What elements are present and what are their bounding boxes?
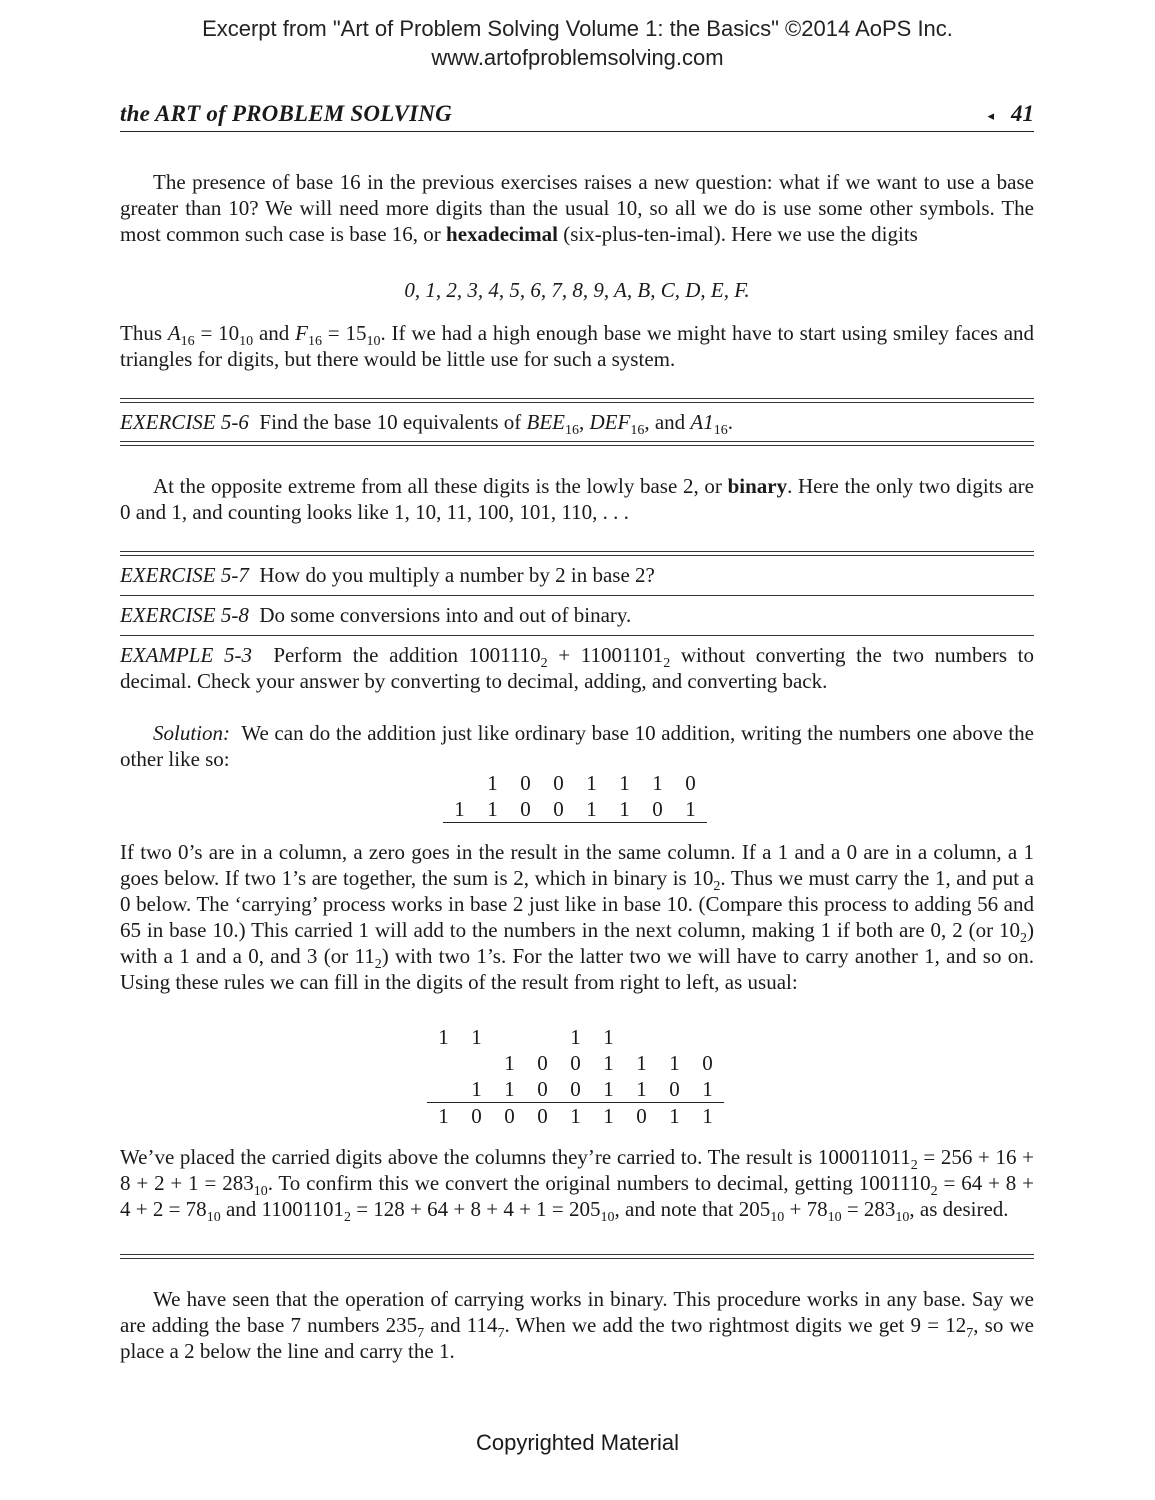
text: = 283 [841, 1197, 896, 1221]
digit: 0 [553, 797, 564, 821]
subscript: 16 [630, 423, 645, 438]
subscript: 2 [1020, 931, 1027, 946]
subscript: 16 [180, 334, 195, 349]
rule [120, 595, 1034, 596]
rule [120, 402, 1034, 403]
subscript: 2 [713, 879, 721, 894]
digit: 1 [636, 1051, 647, 1075]
digit: 0 [570, 1051, 581, 1075]
digit [427, 1076, 460, 1103]
digit: 0 [537, 1051, 548, 1075]
solution-intro [120, 720, 1034, 772]
page-number: 41 [1011, 101, 1034, 126]
rule [120, 551, 1034, 552]
text: We have seen that the operation of carrying works in binary. This procedure works in any base. Say we are adding the base 7 numbers 235 [120, 1287, 1034, 1337]
rule [120, 445, 1034, 446]
paragraph-carrying [120, 839, 1034, 995]
book-title: the ART of PROBLEM SOLVING [120, 101, 452, 126]
text: , and note that 205 [614, 1197, 771, 1221]
digit: 1 [619, 771, 630, 795]
rule [120, 398, 1034, 399]
digit: 0 [685, 771, 696, 795]
rule [120, 1254, 1034, 1255]
text: Do some conversions into and out of binary. [259, 603, 632, 627]
text: At the opposite extreme from all these digits is the lowly base 2, or [153, 474, 728, 498]
term-binary: binary [727, 474, 788, 498]
text: How do you multiply a number by 2 in base 2? [259, 563, 655, 587]
addend-row [427, 1076, 724, 1103]
digit: 0 [702, 1051, 713, 1075]
digit: 1 [702, 1077, 713, 1101]
digit: 0 [537, 1077, 548, 1101]
addend-row [427, 1050, 724, 1076]
text: , [579, 410, 590, 434]
subscript: 10 [827, 1210, 842, 1225]
subscript: 10 [366, 334, 381, 349]
subscript: 10 [239, 334, 254, 349]
text: (six-plus-ten-imal). Here we use the digits [558, 222, 918, 246]
digit: 0 [553, 771, 564, 795]
example-label: EXAMPLE 5-3 [120, 643, 252, 667]
text: , so we place a 2 below the line and carry the 1. [120, 1313, 1034, 1363]
digit: 1 [685, 797, 696, 821]
text: , as desired. [909, 1197, 1009, 1221]
exercise-5-6 [120, 409, 1034, 438]
subscript: 10 [253, 1184, 268, 1199]
subscript: 2 [910, 1158, 918, 1173]
text: , and [644, 410, 691, 434]
carry-row [427, 1024, 724, 1050]
digit [658, 1024, 691, 1050]
subscript: 16 [307, 334, 322, 349]
digit [443, 770, 476, 796]
term-hexadecimal: hexadecimal [446, 222, 559, 246]
digit: 1 [603, 1051, 614, 1075]
subscript: 2 [663, 656, 671, 671]
paragraph-base7 [120, 1286, 1034, 1364]
digit: 0 [526, 1103, 559, 1130]
digit: 0 [493, 1103, 526, 1130]
digit: 1 [570, 1025, 581, 1049]
rule [120, 555, 1034, 556]
text: If two 0’s are in a column, a zero goes in the result in the same column. If a 1 and a 0 are in a column, a 1 goes below. If two 1’s are together, the sum is 2, which in binary is 10 [120, 840, 1034, 890]
text: . Thus we must carry the 1, and put a 0 below. The ‘carrying’ process works in base 2 just like in base 10. (Compare this process to adding 56 and 65 in base 10.) This carried 1 will add to the numbers in the next column, making 1 if both are 0, 2 (or 10 [120, 866, 1034, 942]
running-head [120, 101, 1034, 132]
example-5-3 [120, 642, 1034, 694]
digit: 0 [520, 797, 531, 821]
rule [120, 1258, 1034, 1259]
var: DEF [589, 410, 631, 434]
subscript: 7 [966, 1326, 974, 1341]
digit: 1 [586, 797, 597, 821]
subscript: 2 [540, 656, 548, 671]
text: . Here the only two digits are 0 and 1, and counting looks like 1, 10, 11, 100, 101, 110, . . . [120, 474, 1034, 524]
exercise-5-7 [120, 562, 1034, 588]
subscript: 10 [770, 1210, 785, 1225]
text: . To confirm this we convert the original numbers to decimal, getting 1001110 [267, 1171, 931, 1195]
rule [120, 441, 1034, 442]
digit: 1 [669, 1051, 680, 1075]
digit: 1 [603, 1077, 614, 1101]
text: We’ve placed the carried digits above the columns they’re carried to. The result is 100011011 [120, 1145, 911, 1169]
digit [625, 1024, 658, 1050]
var: BEE [526, 410, 565, 434]
excerpt-url: www.artofproblemsolving.com [431, 45, 724, 70]
exercise-label: EXERCISE 5-7 [120, 563, 249, 587]
digit: 0 [669, 1077, 680, 1101]
digit: 0 [570, 1077, 581, 1101]
digit: 1 [592, 1103, 625, 1130]
subscript: 10 [895, 1210, 910, 1225]
text: The presence of base 16 in the previous exercises raises a new question: what if we want to use a base greater than 10? We will need more digits than the usual 10, so all we do is use some other symbols. The most common such case is base 16, or [120, 170, 1034, 246]
text: . [727, 410, 733, 434]
text: + 11001101 [547, 643, 664, 667]
digit: 1 [487, 771, 498, 795]
excerpt-title: Excerpt from "Art of Problem Solving Volume 1: the Basics" ©2014 AoPS Inc. [202, 16, 953, 41]
digit: 1 [652, 771, 663, 795]
digit: 1 [504, 1077, 515, 1101]
text: We can do the addition just like ordinary base 10 addition, writing the numbers one above the other like so: [120, 721, 1034, 771]
digit: 0 [625, 1103, 658, 1130]
sum-row [427, 1103, 724, 1130]
text: Thus [120, 321, 168, 345]
addend-row [443, 796, 707, 823]
digit: 0 [652, 797, 663, 821]
text: = 10 [194, 321, 240, 345]
subscript: 2 [374, 957, 382, 972]
text: and 11001101 [220, 1197, 344, 1221]
digit [526, 1024, 559, 1050]
var: F [295, 321, 308, 345]
text: and 114 [424, 1313, 498, 1337]
text: = 15 [321, 321, 367, 345]
subscript: 2 [343, 1210, 351, 1225]
text: + 78 [784, 1197, 828, 1221]
digit [460, 1050, 493, 1076]
subscript: 7 [417, 1326, 425, 1341]
digit: 1 [636, 1077, 647, 1101]
subscript: 16 [565, 423, 579, 438]
text: Perform the addition 1001110 [273, 643, 541, 667]
digit: 1 [658, 1103, 691, 1130]
binary-addition-worked [427, 1024, 724, 1129]
subscript: 10 [206, 1210, 221, 1225]
paragraph-hexadecimal [120, 169, 1034, 247]
paragraph-binary [120, 473, 1034, 525]
text: and [253, 321, 296, 345]
copyright-footer: Copyrighted Material [476, 1430, 679, 1455]
digit: 1 [559, 1103, 592, 1130]
digit: 1 [454, 797, 465, 821]
solution-label: Solution: [153, 721, 230, 745]
text: Find the base 10 equivalents of [259, 410, 527, 434]
text: . If we had a high enough base we might have to start using smiley faces and triangles for digits, but there would be little use for such a system. [120, 321, 1035, 371]
var: A1 [690, 410, 714, 434]
addend-row [443, 770, 707, 796]
digit: 1 [438, 1025, 449, 1049]
paragraph-verification [120, 1144, 1034, 1225]
digit: 1 [487, 797, 498, 821]
binary-addition-problem [443, 770, 707, 823]
digit: 1 [586, 771, 597, 795]
excerpt-header [0, 14, 1155, 72]
subscript: 10 [600, 1210, 615, 1225]
text: without converting the two numbers to decimal. Check your answer by converting to decimal, adding, and converting back. [120, 643, 1034, 693]
text: ) with a 1 and a 0, and 3 (or 11 [120, 918, 1034, 968]
text: . When we add the two rightmost digits we get 9 = 12 [504, 1313, 967, 1337]
exercise-label: EXERCISE 5-6 [120, 410, 249, 434]
digit: 1 [471, 1077, 482, 1101]
digit [427, 1050, 460, 1076]
digit: 1 [504, 1051, 515, 1075]
text: ) with two 1’s. For the latter two we will have to carry another 1, and so on. Using these rules we can fill in the digits of the result from right to left, as usual: [120, 944, 1035, 994]
rule [120, 635, 1034, 636]
digit [691, 1024, 724, 1050]
exercise-5-8 [120, 602, 1034, 628]
paragraph-hex-values [120, 320, 1034, 372]
var: A [167, 321, 181, 345]
digit: 0 [520, 771, 531, 795]
digit: 1 [691, 1103, 724, 1130]
subscript: 7 [497, 1326, 505, 1341]
digit: 0 [460, 1103, 493, 1130]
digit: 1 [619, 797, 630, 821]
subscript: 16 [713, 423, 728, 438]
digit: 1 [603, 1025, 614, 1049]
exercise-label: EXERCISE 5-8 [120, 603, 249, 627]
page-arrow-icon: ◂ [987, 108, 994, 123]
digit [493, 1024, 526, 1050]
text: = 128 + 64 + 8 + 4 + 1 = 205 [350, 1197, 601, 1221]
text: = 64 + 8 + 4 + 2 = 78 [120, 1171, 1034, 1221]
subscript: 2 [930, 1184, 938, 1199]
digit: 1 [427, 1103, 460, 1130]
text: = 256 + 16 + 8 + 2 + 1 = 283 [120, 1145, 1034, 1195]
hex-digit-list: 0, 1, 2, 3, 4, 5, 6, 7, 8, 9, A, B, C, D, E, F. [404, 278, 750, 302]
digit: 1 [471, 1025, 482, 1049]
